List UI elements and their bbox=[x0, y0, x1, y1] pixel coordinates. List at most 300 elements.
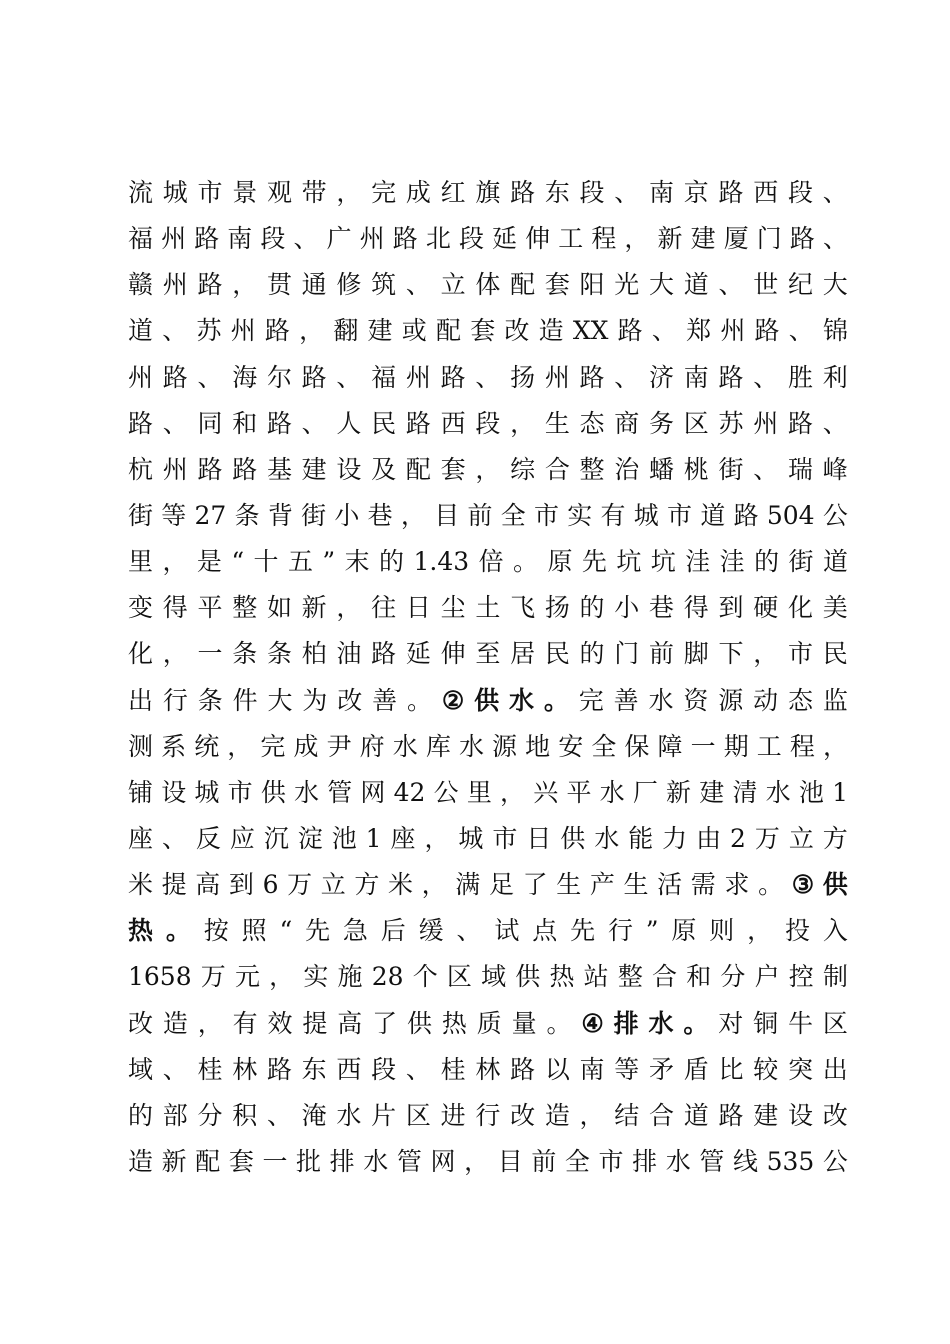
text-char: 一 bbox=[197, 639, 223, 669]
text-char: 水 bbox=[294, 777, 320, 807]
text-char: 合 bbox=[649, 1100, 675, 1130]
text-char: 兴 bbox=[533, 777, 559, 807]
text-char: 化 bbox=[787, 593, 813, 623]
text-char: 应 bbox=[229, 823, 255, 853]
text-char: 路 bbox=[371, 639, 397, 669]
text-char: 行 bbox=[475, 1100, 501, 1130]
text-char: 高 bbox=[195, 870, 221, 900]
text-char: 平 bbox=[197, 593, 223, 623]
text-char: 行 bbox=[162, 685, 188, 715]
text-char: 。 bbox=[513, 547, 539, 577]
text-char: 照 bbox=[241, 916, 267, 946]
text-char: 管 bbox=[396, 1146, 422, 1176]
text-char: 条 bbox=[232, 639, 258, 669]
text-char: 水 bbox=[765, 777, 791, 807]
text-char: 全 bbox=[591, 731, 617, 761]
text-char: 和 bbox=[686, 962, 712, 992]
text-char: 、 bbox=[162, 316, 188, 346]
text-char: 成 bbox=[293, 731, 319, 761]
text-char: 生 bbox=[556, 870, 582, 900]
text-char: 件 bbox=[232, 685, 258, 715]
text-char: “ bbox=[231, 547, 245, 577]
text-char: 目 bbox=[434, 500, 460, 530]
text-char: 建 bbox=[690, 224, 716, 254]
text-char: 里 bbox=[128, 547, 154, 577]
text-char: 的 bbox=[579, 639, 605, 669]
text-line bbox=[128, 493, 848, 539]
text-char: 的 bbox=[579, 593, 605, 623]
text-char: 求 bbox=[724, 870, 750, 900]
bold-heading-char: 供 bbox=[822, 870, 848, 900]
text-char: 前 bbox=[467, 500, 493, 530]
text-char: 户 bbox=[754, 962, 780, 992]
text-char: 路 bbox=[128, 408, 154, 438]
text-char: 倍 bbox=[478, 547, 504, 577]
text-char: 设 bbox=[161, 777, 187, 807]
text-char: 建 bbox=[301, 454, 327, 484]
text-char: 配 bbox=[405, 454, 431, 484]
text-char: 洼 bbox=[719, 547, 745, 577]
text-line bbox=[128, 862, 848, 908]
text-char: 路 bbox=[440, 362, 466, 392]
text-char: 门 bbox=[756, 224, 782, 254]
text-char: 尔 bbox=[266, 362, 292, 392]
text-char: 路 bbox=[754, 316, 780, 346]
text-char: 阳 bbox=[579, 270, 605, 300]
text-char: 站 bbox=[583, 962, 609, 992]
text-char: 路 bbox=[264, 316, 290, 346]
text-char: 巷 bbox=[367, 500, 393, 530]
text-char: 较 bbox=[753, 1054, 779, 1084]
text-char: 分 bbox=[197, 1100, 223, 1130]
text-char: 分 bbox=[720, 962, 746, 992]
text-line bbox=[128, 355, 848, 401]
text-char: 州 bbox=[162, 270, 188, 300]
text-char: 如 bbox=[266, 593, 292, 623]
text-char: 区 bbox=[446, 962, 472, 992]
text-char: 需 bbox=[690, 870, 716, 900]
text-char: ” bbox=[645, 916, 659, 946]
text-char: 路 bbox=[301, 362, 327, 392]
text-char: 有 bbox=[232, 1008, 258, 1038]
text-char: 公 bbox=[822, 1146, 848, 1176]
text-char: 资 bbox=[683, 685, 709, 715]
text-char: 条 bbox=[234, 500, 260, 530]
text-char: 同 bbox=[197, 408, 223, 438]
text-char: 通 bbox=[301, 270, 327, 300]
text-char: 水 bbox=[458, 731, 484, 761]
text-char: 期 bbox=[723, 731, 749, 761]
text-char: 由 bbox=[696, 823, 722, 853]
text-char: 到 bbox=[228, 870, 254, 900]
text-char: 、 bbox=[822, 224, 848, 254]
text-char: 、 bbox=[614, 178, 640, 207]
text-char: 全 bbox=[500, 500, 526, 530]
text-line bbox=[128, 678, 848, 724]
text-char: 保 bbox=[624, 731, 650, 761]
text-char: 矛 bbox=[649, 1054, 675, 1084]
text-char: 条 bbox=[266, 639, 292, 669]
text-char: 广 bbox=[326, 224, 352, 254]
text-line bbox=[128, 1139, 848, 1185]
text-char: 水 bbox=[392, 731, 418, 761]
text-char: 是 bbox=[196, 547, 222, 577]
text-char: 等 bbox=[614, 1054, 640, 1084]
text-char: 旗 bbox=[475, 178, 501, 207]
text-char: 水 bbox=[594, 823, 620, 853]
text-line bbox=[128, 170, 848, 216]
text-char: 足 bbox=[488, 870, 514, 900]
text-char: 流 bbox=[128, 178, 154, 207]
text-char: 淹 bbox=[301, 1100, 327, 1130]
text-char: 路 bbox=[405, 408, 431, 438]
text-char: 安 bbox=[558, 731, 584, 761]
text-char: 道 bbox=[128, 316, 154, 346]
text-char: 路 bbox=[392, 224, 418, 254]
text-char: 到 bbox=[718, 593, 744, 623]
text-char: 个 bbox=[412, 962, 438, 992]
text-char: 万 bbox=[287, 870, 313, 900]
text-char: 程 bbox=[591, 224, 617, 254]
text-char: 厂 bbox=[632, 777, 658, 807]
text-char: 延 bbox=[405, 639, 431, 669]
text-char: 道 bbox=[683, 270, 709, 300]
bold-heading-char: 热 bbox=[128, 916, 154, 946]
text-char: 得 bbox=[683, 593, 709, 623]
text-char: 改 bbox=[128, 1008, 154, 1038]
bold-heading-char: ③ bbox=[791, 870, 815, 900]
text-char: 州 bbox=[405, 362, 431, 392]
text-char: 区 bbox=[822, 1008, 848, 1038]
text-char: 则 bbox=[709, 916, 735, 946]
text-char: 州 bbox=[544, 362, 570, 392]
text-char: 为 bbox=[302, 685, 328, 715]
text-char: 新 bbox=[161, 1146, 187, 1176]
text-char: 路 bbox=[266, 1054, 292, 1084]
text-char: 赣 bbox=[128, 270, 154, 300]
text-char: 障 bbox=[657, 731, 683, 761]
text-char: 整 bbox=[232, 593, 258, 623]
text-char: 厦 bbox=[723, 224, 749, 254]
text-char: 路 bbox=[510, 178, 536, 207]
text-char: 街 bbox=[788, 547, 814, 577]
text-char: 济 bbox=[649, 362, 675, 392]
text-char: 末 bbox=[344, 547, 370, 577]
text-char: 路 bbox=[197, 270, 223, 300]
text-char: 蟠 bbox=[649, 454, 675, 484]
text-char: 座 bbox=[390, 823, 416, 853]
text-char: 观 bbox=[266, 178, 292, 207]
text-char: 大 bbox=[822, 270, 848, 300]
text-char: 路 bbox=[232, 454, 258, 484]
text-char: 水 bbox=[665, 1146, 691, 1176]
text-char: 居 bbox=[510, 639, 536, 669]
text-line bbox=[128, 539, 848, 585]
text-char: 水 bbox=[599, 777, 625, 807]
text-char: ， bbox=[421, 870, 447, 900]
text-char: 排 bbox=[632, 1146, 658, 1176]
text-char: 善 bbox=[372, 685, 398, 715]
text-char: 合 bbox=[544, 454, 570, 484]
text-char: 行 bbox=[607, 916, 633, 946]
text-char: 生 bbox=[623, 870, 649, 900]
text-line bbox=[128, 816, 848, 862]
text-char: 红 bbox=[440, 178, 466, 207]
text-char: 造 bbox=[162, 1008, 188, 1038]
text-char: 动 bbox=[753, 685, 779, 715]
text-char: 路 bbox=[787, 408, 813, 438]
text-char: 改 bbox=[822, 1100, 848, 1130]
text-char: 市 bbox=[667, 500, 693, 530]
text-char: 、 bbox=[197, 362, 223, 392]
text-char: ， bbox=[822, 731, 848, 761]
text-char: 土 bbox=[475, 593, 501, 623]
text-char: 点 bbox=[532, 916, 558, 946]
bold-heading-char: 。 bbox=[543, 685, 569, 715]
text-char: 尘 bbox=[440, 593, 466, 623]
text-char: 线 bbox=[732, 1146, 758, 1176]
text-char: 1658 bbox=[128, 962, 192, 992]
text-char: 工 bbox=[756, 731, 782, 761]
text-char: ， bbox=[336, 593, 362, 623]
text-char: 小 bbox=[614, 593, 640, 623]
text-char: 改 bbox=[504, 316, 530, 346]
text-char: 翻 bbox=[333, 316, 359, 346]
text-char: 洼 bbox=[685, 547, 711, 577]
text-char: 日 bbox=[526, 823, 552, 853]
text-char: 1 bbox=[365, 823, 382, 853]
text-char: 部 bbox=[162, 1100, 188, 1130]
text-char: ， bbox=[510, 408, 536, 438]
text-char: 尹 bbox=[326, 731, 352, 761]
text-char: 建 bbox=[367, 316, 393, 346]
text-char: 大 bbox=[649, 270, 675, 300]
text-char: 善 bbox=[613, 685, 639, 715]
text-char: 制 bbox=[822, 962, 848, 992]
text-char: 坑 bbox=[650, 547, 676, 577]
text-char: 突 bbox=[787, 1054, 813, 1084]
text-char: 区 bbox=[683, 408, 709, 438]
text-line bbox=[128, 401, 848, 447]
text-char: 结 bbox=[614, 1100, 640, 1130]
text-char: 高 bbox=[337, 1008, 363, 1038]
text-char: 供 bbox=[560, 823, 586, 853]
text-char: 段 bbox=[475, 408, 501, 438]
text-char: 东 bbox=[544, 178, 570, 207]
text-char: 出 bbox=[822, 1054, 848, 1084]
text-char: 有 bbox=[600, 500, 626, 530]
text-char: 了 bbox=[372, 1008, 398, 1038]
text-char: 锦 bbox=[822, 316, 848, 346]
text-char: 网 bbox=[360, 777, 386, 807]
text-char: 南 bbox=[579, 1054, 605, 1084]
text-char: 治 bbox=[614, 454, 640, 484]
text-char: 区 bbox=[405, 1100, 431, 1130]
text-char: 投 bbox=[785, 916, 811, 946]
text-char: 造 bbox=[538, 316, 564, 346]
text-char: 、 bbox=[822, 178, 848, 207]
text-char: 2 bbox=[730, 823, 746, 853]
text-char: 控 bbox=[788, 962, 814, 992]
text-char: 、 bbox=[718, 270, 744, 300]
text-char: 南 bbox=[649, 178, 675, 207]
text-char: 工 bbox=[558, 224, 584, 254]
text-char: 建 bbox=[699, 777, 725, 807]
text-char: 西 bbox=[440, 408, 466, 438]
text-char: 座 bbox=[128, 823, 154, 853]
text-char: 缓 bbox=[418, 916, 444, 946]
text-char: 源 bbox=[492, 731, 518, 761]
text-char: 坑 bbox=[616, 547, 642, 577]
text-char: 态 bbox=[579, 408, 605, 438]
text-char: XX bbox=[572, 316, 609, 346]
text-char: 出 bbox=[128, 685, 154, 715]
text-char: 往 bbox=[371, 593, 397, 623]
text-char: 先 bbox=[581, 547, 607, 577]
text-char: 万 bbox=[754, 823, 780, 853]
text-char: 南 bbox=[683, 362, 709, 392]
text-char: 6 bbox=[262, 870, 279, 900]
text-char: 1 bbox=[832, 777, 848, 807]
text-char: 州 bbox=[720, 316, 746, 346]
text-char: 成 bbox=[405, 178, 431, 207]
text-char: 试 bbox=[494, 916, 520, 946]
text-char: 、 bbox=[651, 316, 677, 346]
text-char: 、 bbox=[336, 362, 362, 392]
text-char: ， bbox=[424, 823, 450, 853]
text-char: 瑞 bbox=[787, 454, 813, 484]
text-char: 基 bbox=[266, 454, 292, 484]
text-char: 郑 bbox=[686, 316, 712, 346]
text-char: 后 bbox=[380, 916, 406, 946]
text-char: 满 bbox=[455, 870, 481, 900]
text-char: 峰 bbox=[822, 454, 848, 484]
text-char: 、 bbox=[266, 1100, 292, 1130]
text-char: 的 bbox=[379, 547, 405, 577]
text-char: 及 bbox=[371, 454, 397, 484]
text-char: 、 bbox=[293, 224, 319, 254]
text-char: 州 bbox=[161, 224, 187, 254]
text-char: 硬 bbox=[753, 593, 779, 623]
text-char: 路 bbox=[733, 500, 759, 530]
text-char: 林 bbox=[232, 1054, 258, 1084]
text-char: 立 bbox=[788, 823, 814, 853]
text-char: 铺 bbox=[128, 777, 154, 807]
text-char: 504 bbox=[766, 500, 815, 530]
text-char: 路 bbox=[718, 1100, 744, 1130]
text-char: 路 bbox=[718, 178, 744, 207]
text-char: ， bbox=[747, 916, 773, 946]
text-char: 苏 bbox=[718, 408, 744, 438]
text-char: 路 bbox=[266, 408, 292, 438]
text-char: 反 bbox=[195, 823, 221, 853]
text-char: 新 bbox=[666, 777, 692, 807]
text-char: 1.43 bbox=[413, 547, 470, 577]
text-char: 万 bbox=[200, 962, 226, 992]
text-char: 福 bbox=[371, 362, 397, 392]
text-char: 段 bbox=[458, 224, 484, 254]
text-char: 路 bbox=[197, 454, 223, 484]
text-char: 街 bbox=[718, 454, 744, 484]
text-char: 一 bbox=[262, 1146, 288, 1176]
document-body bbox=[128, 170, 848, 1185]
text-char: 民 bbox=[371, 408, 397, 438]
text-char: 水 bbox=[336, 1100, 362, 1130]
text-char: 修 bbox=[336, 270, 362, 300]
text-char: 热 bbox=[549, 962, 575, 992]
text-char: ， bbox=[299, 316, 325, 346]
text-char: 全 bbox=[564, 1146, 590, 1176]
text-char: 门 bbox=[614, 639, 640, 669]
text-char: 路 bbox=[162, 362, 188, 392]
bold-heading-char: 。 bbox=[683, 1008, 709, 1038]
text-char: 小 bbox=[334, 500, 360, 530]
bold-heading-char: 供 bbox=[474, 685, 500, 715]
text-char: ， bbox=[197, 1008, 223, 1038]
text-char: 福 bbox=[128, 224, 154, 254]
text-char: 光 bbox=[614, 270, 640, 300]
text-char: 热 bbox=[441, 1008, 467, 1038]
text-line bbox=[128, 1093, 848, 1139]
text-char: 的 bbox=[754, 547, 780, 577]
text-char: 伸 bbox=[440, 639, 466, 669]
text-char: 米 bbox=[128, 870, 154, 900]
text-char: 了 bbox=[522, 870, 548, 900]
text-char: 林 bbox=[475, 1054, 501, 1084]
bold-heading-char: 。 bbox=[165, 916, 191, 946]
text-char: ， bbox=[232, 270, 258, 300]
text-char: 实 bbox=[303, 962, 329, 992]
text-char: 一 bbox=[690, 731, 716, 761]
text-char: 源 bbox=[718, 685, 744, 715]
bold-heading-char: 水 bbox=[509, 685, 535, 715]
text-char: 、 bbox=[822, 408, 848, 438]
text-char: 、 bbox=[162, 408, 188, 438]
text-char: 27 bbox=[194, 500, 227, 530]
text-char: 整 bbox=[617, 962, 643, 992]
text-char: 商 bbox=[614, 408, 640, 438]
text-char: 淀 bbox=[297, 823, 323, 853]
bold-heading-char: 排 bbox=[613, 1008, 639, 1038]
text-char: 建 bbox=[753, 1100, 779, 1130]
text-char: 沉 bbox=[263, 823, 289, 853]
text-char: 域 bbox=[481, 962, 507, 992]
text-char: 路 bbox=[579, 362, 605, 392]
text-char: 综 bbox=[510, 454, 536, 484]
text-char: 活 bbox=[657, 870, 683, 900]
text-line bbox=[128, 216, 848, 262]
text-char: 对 bbox=[718, 1008, 744, 1038]
text-char: 批 bbox=[296, 1146, 322, 1176]
text-char: 统 bbox=[194, 731, 220, 761]
text-char: 目 bbox=[497, 1146, 523, 1176]
text-char: 前 bbox=[649, 639, 675, 669]
text-char: 京 bbox=[683, 178, 709, 207]
text-char: 日 bbox=[405, 593, 431, 623]
text-char: 以 bbox=[544, 1054, 570, 1084]
text-char: 。 bbox=[546, 1008, 572, 1038]
text-char: 纪 bbox=[787, 270, 813, 300]
text-line bbox=[128, 631, 848, 677]
text-char: 系 bbox=[161, 731, 187, 761]
text-char: 、 bbox=[405, 1054, 431, 1084]
text-char: 带 bbox=[301, 178, 327, 207]
text-char: 民 bbox=[544, 639, 570, 669]
text-char: 街 bbox=[128, 500, 154, 530]
text-char: 筑 bbox=[371, 270, 397, 300]
text-char: 段 bbox=[371, 1054, 397, 1084]
text-char: 公 bbox=[822, 500, 848, 530]
